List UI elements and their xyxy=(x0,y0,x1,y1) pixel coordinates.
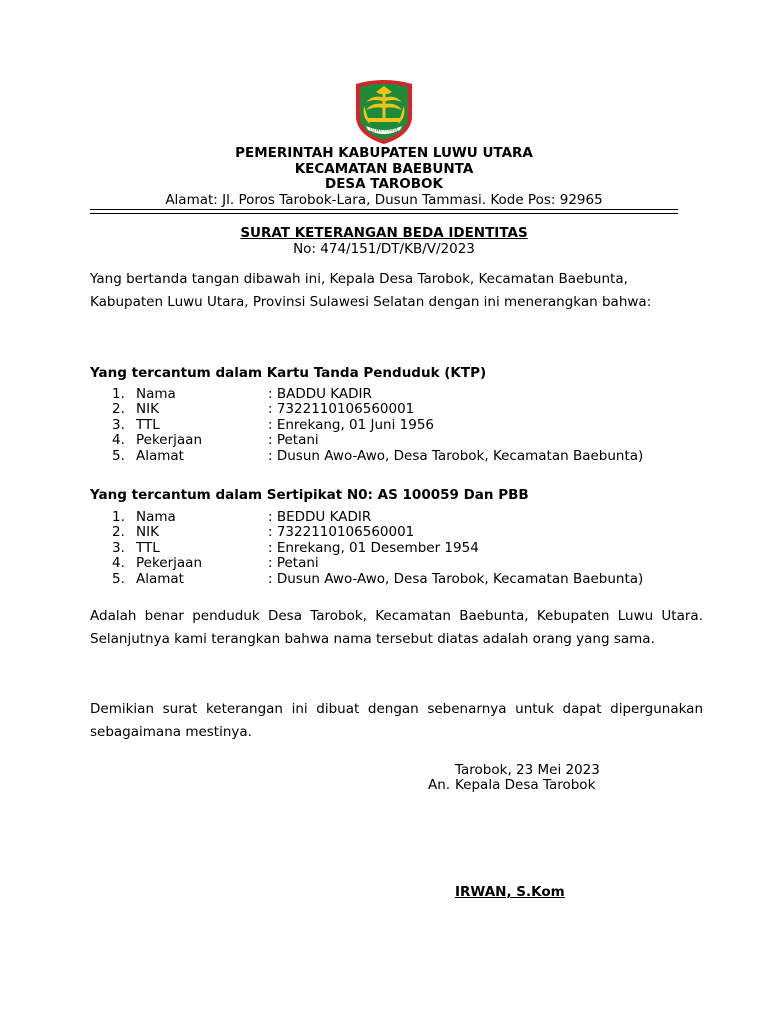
list-item-number: 1. xyxy=(112,386,125,402)
list-item-value: : BADDU KADIR xyxy=(268,386,372,402)
list-item-number: 5. xyxy=(112,447,125,464)
list-item xyxy=(112,387,712,402)
list-item xyxy=(112,418,712,433)
list-item-value: : Petani xyxy=(268,555,319,572)
list-item-label: NIK xyxy=(136,401,159,418)
list-item-value: : Dusun Awo-Awo, Desa Tarobok, Kecamatan Baebunta) xyxy=(268,447,644,464)
letter-number: No: 474/151/DT/KB/V/2023 xyxy=(293,240,475,257)
list-item-label: NIK xyxy=(136,524,159,541)
letter-title: SURAT KETERANGAN BEDA IDENTITAS xyxy=(240,225,528,241)
certificate-section-heading: Yang tercantum dalam Sertipikat N0: AS 100059 Dan PBB xyxy=(90,487,529,503)
statement-paragraph: Adalah benar penduduk Desa Tarobok, Kecamatan Baebunta, Kebupaten Luwu Utara. Selanjutnya kami terangkan bahwa nama tersebut diatas adalah orang yang sama. xyxy=(90,608,703,647)
list-item xyxy=(112,556,712,571)
list-item-label: Pekerjaan xyxy=(136,432,203,449)
signature-place-date: Tarobok, 23 Mei 2023 xyxy=(455,762,600,778)
list-item-value: : Dusun Awo-Awo, Desa Tarobok, Kecamatan Baebunta) xyxy=(268,570,644,587)
letterhead-divider-thin xyxy=(90,213,678,214)
letterhead-district: KECAMATAN BAEBUNTA xyxy=(294,160,474,177)
signatory-name: IRWAN, S.Kom xyxy=(455,884,565,900)
list-item-value: : Enrekang, 01 Juni 1956 xyxy=(268,416,435,433)
list-item-label: Pekerjaan xyxy=(136,555,203,572)
list-item xyxy=(112,541,712,556)
list-item-label: Nama xyxy=(136,509,176,525)
ktp-identity-list xyxy=(112,387,712,464)
list-item-number: 4. xyxy=(112,555,125,572)
list-item-value: : 7322110106560001 xyxy=(268,401,415,418)
list-item-value: : Petani xyxy=(268,432,319,449)
list-item-value: : BEDDU KADIR xyxy=(268,509,372,525)
logo-text: LUWU UTARA xyxy=(370,127,398,133)
list-item-number: 1. xyxy=(112,509,125,525)
letterhead-address: Alamat: Jl. Poros Tarobok-Lara, Dusun Tammasi. Kode Pos: 92965 xyxy=(165,191,603,208)
list-item xyxy=(112,449,712,464)
letterhead xyxy=(90,146,678,208)
intro-paragraph: Yang bertanda tangan dibawah ini, Kepala Desa Tarobok, Kecamatan Baebunta, Kabupaten Luwu Utara, Provinsi Sulawesi Selatan dengan ini menerangkan bahwa: xyxy=(90,271,652,310)
certificate-identity-list xyxy=(112,510,712,587)
signature-prefix: An. xyxy=(428,777,451,793)
closing-paragraph: Demikian surat keterangan ini dibuat dengan sebenarnya untuk dapat dipergunakan sebagaimana mestinya. xyxy=(90,701,703,740)
list-item-label: TTL xyxy=(136,416,160,433)
letterhead-divider-thick xyxy=(90,209,678,210)
list-item-label: Nama xyxy=(136,386,176,402)
luwu-utara-emblem-logo xyxy=(352,78,416,146)
letter-title-block xyxy=(90,226,678,257)
ktp-section-heading: Yang tercantum dalam Kartu Tanda Penduduk (KTP) xyxy=(90,365,487,381)
list-item xyxy=(112,402,712,417)
list-item-label: Alamat xyxy=(136,570,184,587)
list-item-value: : 7322110106560001 xyxy=(268,524,415,541)
list-item-value: : Enrekang, 01 Desember 1954 xyxy=(268,539,479,556)
letterhead-village: DESA TAROBOK xyxy=(324,176,443,192)
list-item-number: 3. xyxy=(112,416,125,433)
list-item-number: 3. xyxy=(112,539,125,556)
signature-role: Kepala Desa Tarobok xyxy=(455,777,596,793)
list-item xyxy=(112,433,712,448)
list-item-number: 2. xyxy=(112,401,125,418)
list-item-number: 5. xyxy=(112,570,125,587)
list-item-label: Alamat xyxy=(136,447,184,464)
list-item xyxy=(112,510,712,525)
letterhead-government: PEMERINTAH KABUPATEN LUWU UTARA xyxy=(235,145,533,161)
list-item-number: 2. xyxy=(112,524,125,541)
list-item xyxy=(112,525,712,540)
list-item xyxy=(112,572,712,587)
list-item-number: 4. xyxy=(112,432,125,449)
list-item-label: TTL xyxy=(136,539,160,556)
